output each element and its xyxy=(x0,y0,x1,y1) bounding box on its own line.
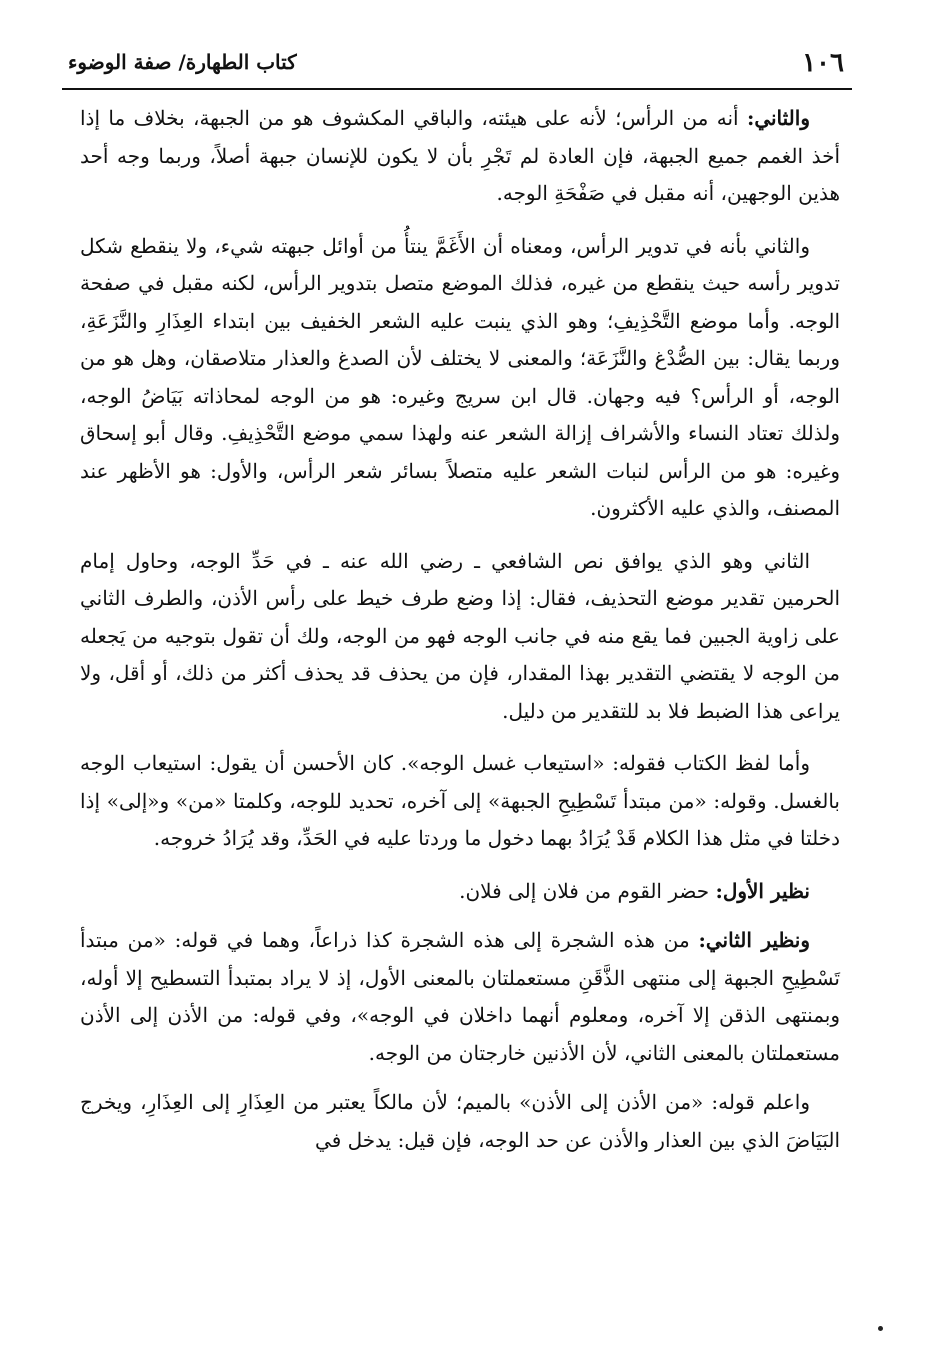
paragraph-text: الثاني وهو الذي يوافق نص الشافعي ـ رضي الله عنه ـ في حَدِّ الوجه، وحاول إمام الحرمين تقدير موضع التحذيف، فقال: إذا وضع طرف خيط على رأس الأذن، والطرف الثاني على زاوية الجبين فما يقع منه في جانب الوجه فهو من الوجه، ولك أن تقول بتوجيه من يَجعله من الوجه لا يقتضي التقدير بهذا المقدار، فإن من يحذف قد يحذف أكثر من ذلك، أو أقل، ولا يراعى هذا الضبط فلا بد للتقدير من دليل. xyxy=(80,548,841,723)
paragraph-text: وأما لفظ الكتاب فقوله: «استيعاب غسل الوجه». كان الأحسن أن يقول: استيعاب الوجه بالغسل. وقوله: «من مبتدأ تَسْطِيحِ الجبهة» إلى آخره، تحديد للوجه، وكلمتا «من» و«إلى» إذا دخلتا في مثل هذا الكلام قَدْ يُرَادُ بهما دخول ما وردتا عليه في الحَدِّ، وقد يُرَادُ خروجه. xyxy=(80,751,840,850)
paragraph-1 xyxy=(80,100,840,213)
paragraph-7 xyxy=(80,1084,840,1159)
paragraph-text: واعلم قوله: «من الأذن إلى الأذن» بالميم؛ لأن مالكاً يعتبر من العِذَارِ إلى العِذَارِ، ويخرج البَيَاضَ الذي بين العذار والأذن عن حد الوجه، فإن قيل: يدخل في xyxy=(80,1090,840,1152)
paragraph-lead: والثاني: xyxy=(746,106,810,130)
paragraph-text: أنه من الرأس؛ لأنه على هيئته، والباقي المكشوف هو من الجبهة، بخلاف ما إذا أخذ الغمم جميع الجبهة، فإن العادة لم تَجْرِ بأن لا يكون للإنسان جبهة أصلاً، وربما وجه أحد هذين الوجهين، أنه مقبل في صَفْحَةِ الوجه. xyxy=(80,106,840,205)
paragraph-5 xyxy=(80,873,840,911)
paragraph-text: والثاني بأنه في تدوير الرأس، ومعناه أن الأَغَمَّ ينتأُ من أوائل جبهته شيء، ولا ينقطع شكل تدوير رأسه حيث ينقطع من غيره، فذلك الموضع متصل بتدوير الرأس، لكنه مقبل في صفحة الوجه. وأما موضع التَّحْذِيفِ؛ وهو الذي ينبت عليه الشعر الخفيف بين ابتداء العِذَارِ والنَّزَعَةِ، وربما يقال: بين الصُّدْغ والنَّزَعَة؛ والمعنى لا يختلف لأن الصدغ والعذار متلاصقان، وهل هو من الوجه، أو الرأس؟ فيه وجهان. قال ابن سريج وغيره: هو من الوجه لمحاذاته بَيَاضُ الوجه، ولذلك تعتاد النساء والأشراف إزالة الشعر عنه ولهذا سمي موضع التَّحْذِيفِ. وقال أبو إسحاق وغيره: هو من الرأس لنبات الشعر عليه متصلاً بسائر شعر الرأس، والأول: هو الأظهر عند المصنف، والذي عليه الأكثرون. xyxy=(80,233,840,520)
page-body xyxy=(80,100,840,1174)
paragraph-3 xyxy=(80,543,840,731)
paragraph-text: حضر القوم من فلان إلى فلان. xyxy=(459,878,710,903)
paragraph-4 xyxy=(80,745,840,858)
header-rule xyxy=(62,88,852,90)
paragraph-text: من هذه الشجرة إلى هذه الشجرة كذا ذراعاً، وهما في قوله: «من مبتدأ تَسْطِيحِ الجبهة إلى منتهى الذَّقَنِ مستعملتان بالمعنى الأول، إذ لا يراد بمتبدأ التسطيح إلا أوله، وبمنتهى الذقن إلا آخره، ومعلوم أنهما داخلان في الوجه»، وفي قوله: من الأذن إلى الأذن مستعملتان بالمعنى الثاني، لأن الأذنين خارجتان من الوجه. xyxy=(80,928,840,1065)
page-header xyxy=(62,40,852,90)
page-number: ١٠٦ xyxy=(802,48,844,78)
paragraph-lead: نظير الأول: xyxy=(715,878,810,903)
paragraph-lead: ونظير الثاني: xyxy=(698,928,811,952)
running-title: كتاب الطهارة/ صفة الوضوء xyxy=(68,50,297,74)
paragraph-2 xyxy=(80,228,840,528)
scan-dot-mark xyxy=(878,1326,883,1331)
paragraph-6 xyxy=(80,922,840,1072)
